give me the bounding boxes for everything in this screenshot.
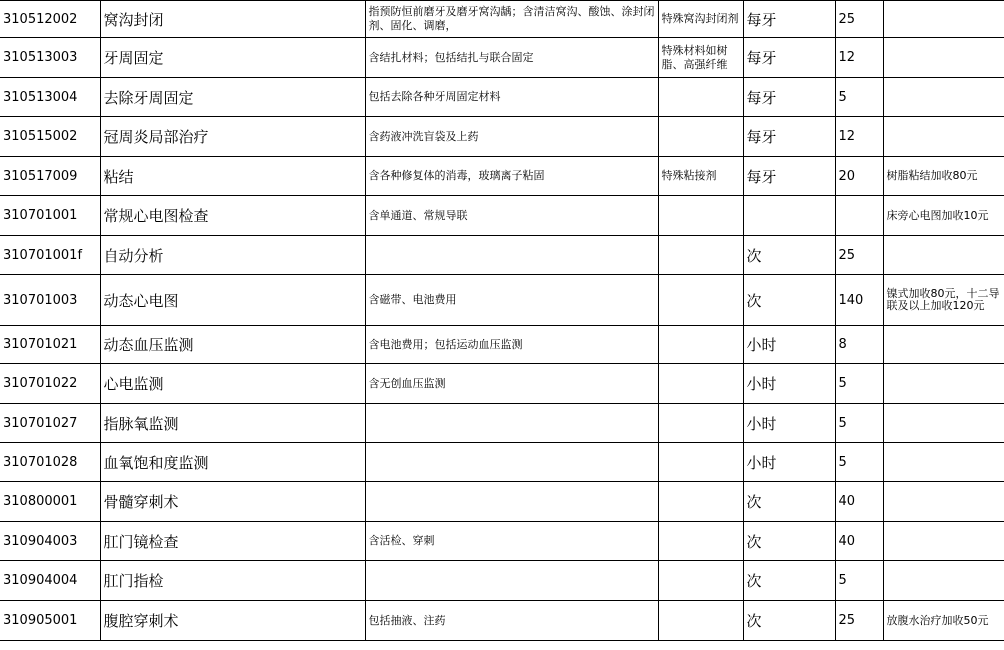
- item-code-cell: 310701021: [0, 326, 100, 364]
- price-cell: 12: [835, 117, 883, 157]
- table-row: [0, 364, 1004, 404]
- item-code-cell: 310904003: [0, 522, 100, 561]
- table-row: [0, 561, 1004, 601]
- item-code-cell: 310513004: [0, 78, 100, 117]
- item-name-cell: 血氧饱和度监测: [100, 443, 365, 482]
- item-content-cell: [365, 561, 658, 601]
- exclusion-cell: [658, 78, 743, 117]
- item-content-cell: 含磁带、电池费用: [365, 275, 658, 326]
- table-row: [0, 236, 1004, 275]
- exclusion-cell: [658, 522, 743, 561]
- item-content-cell: 包括去除各种牙周固定材料: [365, 78, 658, 117]
- price-cell: 5: [835, 78, 883, 117]
- exclusion-cell: [658, 482, 743, 522]
- unit-cell: 次: [743, 275, 835, 326]
- exclusion-cell: [658, 443, 743, 482]
- unit-cell: 次: [743, 561, 835, 601]
- item-name-cell: 冠周炎局部治疗: [100, 117, 365, 157]
- table-row: [0, 78, 1004, 117]
- table-row: [0, 157, 1004, 196]
- item-content-cell: 含结扎材料；包括结扎与联合固定: [365, 38, 658, 78]
- note-cell: [883, 78, 1004, 117]
- exclusion-cell: [658, 275, 743, 326]
- item-content-cell: 指预防恒前磨牙及磨牙窝沟龋；含清洁窝沟、酸蚀、涂封闭剂、固化、调磨，: [365, 1, 658, 38]
- item-content-cell: 含活检、穿刺: [365, 522, 658, 561]
- note-cell: 镍式加收80元，十二导联及以上加收120元: [883, 275, 1004, 326]
- unit-cell: 每牙: [743, 38, 835, 78]
- item-name-cell: 去除牙周固定: [100, 78, 365, 117]
- exclusion-cell: 特殊材料如树脂、高强纤维: [658, 38, 743, 78]
- note-cell: 树脂粘结加收80元: [883, 157, 1004, 196]
- exclusion-cell: [658, 236, 743, 275]
- unit-cell: 小时: [743, 364, 835, 404]
- exclusion-cell: 特殊窝沟封闭剂: [658, 1, 743, 38]
- exclusion-cell: 特殊粘接剂: [658, 157, 743, 196]
- note-cell: [883, 117, 1004, 157]
- item-name-cell: 动态血压监测: [100, 326, 365, 364]
- item-code-cell: 310701022: [0, 364, 100, 404]
- item-code-cell: 310701027: [0, 404, 100, 443]
- price-cell: 5: [835, 561, 883, 601]
- item-name-cell: 常规心电图检查: [100, 196, 365, 236]
- note-cell: [883, 443, 1004, 482]
- note-cell: [883, 561, 1004, 601]
- item-code-cell: 310517009: [0, 157, 100, 196]
- item-content-cell: [365, 404, 658, 443]
- item-content-cell: [365, 443, 658, 482]
- item-name-cell: 心电监测: [100, 364, 365, 404]
- item-code-cell: 310904004: [0, 561, 100, 601]
- unit-cell: [743, 196, 835, 236]
- table-body: [0, 1, 1004, 641]
- note-cell: [883, 38, 1004, 78]
- item-content-cell: 含药液冲洗盲袋及上药: [365, 117, 658, 157]
- exclusion-cell: [658, 196, 743, 236]
- item-name-cell: 肛门镜检查: [100, 522, 365, 561]
- item-content-cell: 包括抽液、注药: [365, 601, 658, 641]
- item-content-cell: 含电池费用；包括运动血压监测: [365, 326, 658, 364]
- item-name-cell: 指脉氧监测: [100, 404, 365, 443]
- note-cell: [883, 522, 1004, 561]
- item-content-cell: 含各种修复体的消毒，玻璃离子粘固: [365, 157, 658, 196]
- item-name-cell: 肛门指检: [100, 561, 365, 601]
- table-row: [0, 196, 1004, 236]
- price-cell: 5: [835, 443, 883, 482]
- item-code-cell: 310800001: [0, 482, 100, 522]
- unit-cell: 次: [743, 482, 835, 522]
- unit-cell: 小时: [743, 404, 835, 443]
- note-cell: [883, 404, 1004, 443]
- unit-cell: 次: [743, 522, 835, 561]
- item-code-cell: 310513003: [0, 38, 100, 78]
- price-cell: 40: [835, 482, 883, 522]
- table-row: [0, 117, 1004, 157]
- table-row: [0, 326, 1004, 364]
- exclusion-cell: [658, 117, 743, 157]
- item-code-cell: 310905001: [0, 601, 100, 641]
- table-row: [0, 38, 1004, 78]
- item-content-cell: 含单通道、常规导联: [365, 196, 658, 236]
- price-cell: 25: [835, 236, 883, 275]
- exclusion-cell: [658, 601, 743, 641]
- price-cell: 20: [835, 157, 883, 196]
- table-row: [0, 522, 1004, 561]
- price-cell: 5: [835, 364, 883, 404]
- item-code-cell: 310701001f: [0, 236, 100, 275]
- table-row: [0, 482, 1004, 522]
- exclusion-cell: [658, 364, 743, 404]
- item-content-cell: 含无创血压监测: [365, 364, 658, 404]
- unit-cell: 次: [743, 601, 835, 641]
- note-cell: 放腹水治疗加收50元: [883, 601, 1004, 641]
- exclusion-cell: [658, 404, 743, 443]
- price-cell: 140: [835, 275, 883, 326]
- note-cell: [883, 364, 1004, 404]
- unit-cell: 小时: [743, 443, 835, 482]
- price-cell: 25: [835, 601, 883, 641]
- note-cell: [883, 1, 1004, 38]
- exclusion-cell: [658, 561, 743, 601]
- item-code-cell: 310701028: [0, 443, 100, 482]
- item-name-cell: 牙周固定: [100, 38, 365, 78]
- exclusion-cell: [658, 326, 743, 364]
- price-cell: 25: [835, 1, 883, 38]
- unit-cell: 每牙: [743, 157, 835, 196]
- unit-cell: 小时: [743, 326, 835, 364]
- item-name-cell: 自动分析: [100, 236, 365, 275]
- table-row: [0, 1, 1004, 38]
- price-cell: [835, 196, 883, 236]
- table-row: [0, 601, 1004, 641]
- note-cell: [883, 482, 1004, 522]
- item-code-cell: 310701001: [0, 196, 100, 236]
- item-name-cell: 粘结: [100, 157, 365, 196]
- note-cell: [883, 236, 1004, 275]
- table-row: [0, 404, 1004, 443]
- item-name-cell: 动态心电图: [100, 275, 365, 326]
- note-cell: [883, 326, 1004, 364]
- item-name-cell: 腹腔穿刺术: [100, 601, 365, 641]
- item-name-cell: 窝沟封闭: [100, 1, 365, 38]
- item-content-cell: [365, 236, 658, 275]
- item-code-cell: 310515002: [0, 117, 100, 157]
- price-cell: 8: [835, 326, 883, 364]
- unit-cell: 每牙: [743, 1, 835, 38]
- unit-cell: 每牙: [743, 78, 835, 117]
- table-row: [0, 443, 1004, 482]
- unit-cell: 次: [743, 236, 835, 275]
- item-content-cell: [365, 482, 658, 522]
- table-row: [0, 275, 1004, 326]
- unit-cell: 每牙: [743, 117, 835, 157]
- note-cell: 床旁心电图加收10元: [883, 196, 1004, 236]
- item-code-cell: 310701003: [0, 275, 100, 326]
- price-cell: 5: [835, 404, 883, 443]
- item-name-cell: 骨髓穿刺术: [100, 482, 365, 522]
- price-cell: 40: [835, 522, 883, 561]
- item-code-cell: 310512002: [0, 1, 100, 38]
- price-cell: 12: [835, 38, 883, 78]
